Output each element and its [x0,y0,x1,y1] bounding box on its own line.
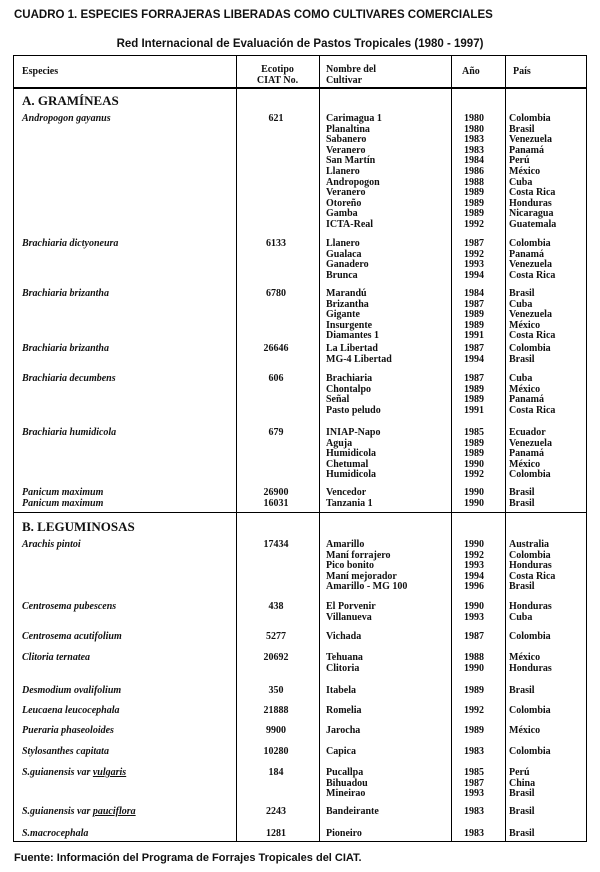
release-year: 1989 [464,394,484,406]
table-caption: CUADRO 1. ESPECIES FORRAJERAS LIBERADAS COMO CULTIVARES COMERCIALES [14,9,493,21]
country-list [509,686,535,697]
ecotype-number: 9900 [266,725,286,736]
country: Australia [509,539,549,550]
cultivar-name: Capica [326,746,356,757]
release-year: 1993 [464,788,484,800]
country: Ecuador [509,427,546,438]
release-year: 1983 [464,144,484,156]
cultivar-name: Romelia [326,705,362,716]
ecotype-number: 679 [268,427,284,438]
country: Cuba [509,176,533,188]
header-rule [14,87,586,89]
ecotype-number: 17434 [263,539,289,550]
cultivar-name-list [326,653,363,674]
ecotype-number: 16031 [263,498,289,509]
cultivar-name: Insurgente [326,319,373,331]
section-divider [14,512,586,513]
cultivar-name-list [326,499,373,510]
column-divider [236,56,237,841]
country-list [509,499,535,510]
cultivar-name: Andropogon [326,176,380,188]
ecotype-number: 184 [268,767,284,778]
release-year: 1992 [464,248,484,260]
release-year: 1987 [464,373,484,384]
country: Panamá [509,394,544,406]
header-ano: Año [462,66,480,77]
species-name: Brachiaria brizantha [22,288,109,299]
cultivar-name: Brizantha [326,298,369,310]
country: Brasil [509,806,535,817]
cultivar-name-list [326,428,380,481]
release-year: 1987 [464,777,484,789]
release-year: 1987 [464,631,484,642]
country-list [509,829,535,840]
cultivar-name: Bihuadou [326,777,368,789]
species-name: Leucaena leucocephala [22,705,120,716]
country: Costa Rica [509,570,556,582]
country: México [509,652,541,663]
release-year: 1984 [464,155,484,167]
species-table [13,55,587,842]
cultivar-name: MG-4 Libertad [326,353,392,365]
release-year: 1989 [464,725,484,736]
cultivar-name: Chontalpo [326,383,372,395]
species-name: Centrosema acutifolium [22,631,122,642]
country-list [509,632,551,643]
release-year: 1988 [464,176,484,188]
country: México [509,383,541,395]
release-year-list [444,499,504,510]
release-year: 1987 [464,298,484,310]
cultivar-name: Amarillo [326,539,365,550]
release-year: 1989 [464,309,484,321]
cultivar-name-list [326,239,369,281]
cultivar-name: Vencedor [326,487,367,498]
cultivar-name: Carimagua 1 [326,113,382,124]
cultivar-name: Gualaca [326,248,362,260]
species-name: Andropogon gayanus [22,113,111,124]
ecotype-number: 606 [268,373,284,384]
country-list [509,289,555,342]
release-year: 1987 [464,343,484,354]
country: Cuba [509,298,533,310]
section-gramineas: A. GRAMÍNEAS [22,93,119,108]
release-year-list [444,632,504,643]
release-year-list [444,488,504,499]
species-name: Desmodium ovalifolium [22,685,122,696]
country-list [509,653,552,674]
release-year: 1991 [464,404,484,416]
country: Brasil [509,288,535,299]
release-year: 1994 [464,570,484,582]
ecotype-number: 26900 [263,487,289,498]
cultivar-name: ICTA-Real [326,218,374,230]
release-year-list [444,829,504,840]
ecotype-number: 2243 [266,806,286,817]
cultivar-name-list [326,768,368,800]
cultivar-name: San Martín [326,155,376,167]
release-year: 1989 [464,319,484,331]
country-list [509,114,556,231]
country: Guatemala [509,218,557,230]
release-year-list [444,602,504,623]
release-year-list [444,289,504,342]
ecotype-number: 10280 [263,746,289,757]
country: Costa Rica [509,187,556,199]
column-divider [505,56,506,841]
country: Cuba [509,373,533,384]
cultivar-name: El Porvenir [326,601,376,612]
country-list [509,239,555,281]
ecotype-number: 6133 [266,238,286,249]
cultivar-name: Jarocha [326,725,361,736]
country-list [509,602,552,623]
country: Colombia [509,238,551,249]
species-name: Panicum maximum [22,487,104,498]
release-year: 1989 [464,208,484,220]
country-list [509,726,540,737]
cultivar-name-list [326,686,356,697]
release-year: 1983 [464,746,484,757]
country-list [509,540,555,593]
cultivar-name: Sabanero [326,134,367,146]
release-year-list [444,686,504,697]
variety-name: vulgaris [92,767,127,778]
source-footnote: Fuente: Información del Programa de Forrajes Tropicales del CIAT. [14,852,362,864]
release-year-list [444,653,504,674]
ecotype-number: 621 [268,113,284,124]
release-year: 1988 [464,652,484,663]
release-year: 1992 [464,218,484,230]
ecotype-number: 5277 [266,631,286,642]
cultivar-name-list [326,540,407,593]
release-year: 1996 [464,581,484,593]
release-year-list [444,428,504,481]
ecotype-number: 350 [268,685,284,696]
cultivar-name: Veranero [326,144,366,156]
country: Venezuela [509,437,552,449]
country: México [509,165,541,177]
cultivar-name: Llanero [326,165,360,177]
cultivar-name-list [326,632,361,643]
ecotype-number: 21888 [263,705,289,716]
release-year: 1990 [464,498,484,509]
country-list [509,374,555,416]
cultivar-name: Maní forrajero [326,549,391,561]
release-year: 1983 [464,134,484,146]
species-name: Brachiaria dictyoneura [22,238,119,249]
country: Panamá [509,144,544,156]
cultivar-name: Brachiaria [326,373,373,384]
cultivar-name-list [326,829,362,840]
cultivar-name: Vichada [326,631,362,642]
country: Colombia [509,705,551,716]
cultivar-name: Ganadero [326,259,369,271]
release-year: 1994 [464,269,484,281]
release-year: 1991 [464,330,484,342]
country: Venezuela [509,134,552,146]
ecotype-number: 20692 [263,652,289,663]
country: Colombia [509,631,551,642]
country: China [509,777,536,789]
header-pais: País [513,66,531,77]
release-year: 1989 [464,448,484,460]
cultivar-name: Veranero [326,187,366,199]
species-name: Arachis pintoi [22,539,81,550]
cultivar-name-list [326,344,392,365]
country-list [509,488,535,499]
release-year-list [444,726,504,737]
species-name: Panicum maximum [22,498,104,509]
country: Brasil [509,828,535,839]
release-year-list [444,344,504,365]
country: Costa Rica [509,269,556,281]
country: Honduras [509,560,552,572]
release-year: 1993 [464,611,484,623]
cultivar-name-list [326,726,360,737]
country: Honduras [509,197,552,209]
release-year: 1993 [464,560,484,572]
species-name: S.guianensis var pauciflora [22,806,136,817]
release-year: 1984 [464,288,484,299]
species-name: Centrosema pubescens [22,601,117,612]
cultivar-name-list [326,807,379,818]
ecotype-number: 6780 [266,288,286,299]
release-year: 1983 [464,828,484,839]
species-name: Pueraria phaseoloides [22,725,114,736]
cultivar-name-list [326,602,376,623]
cultivar-name: INIAP-Napo [326,427,381,438]
cultivar-name: Humidicola [326,469,377,481]
cultivar-name: Itabela [326,685,356,696]
country: Colombia [509,343,551,354]
country: Colombia [509,113,551,124]
cultivar-name-list [326,488,366,499]
header-cultivar: Nombre del Cultivar [326,64,377,86]
header-ecotipo: Ecotipo CIAT No. [256,64,299,86]
release-year: 1992 [464,549,484,561]
species-name: S.macrocephala [22,828,89,839]
country: Brasil [509,123,535,135]
release-year: 1992 [464,705,484,716]
country-list [509,747,551,758]
cultivar-name: Bandeirante [326,806,379,817]
cultivar-name: Señal [326,394,350,406]
country: Brasil [509,788,535,800]
release-year: 1990 [464,662,484,674]
cultivar-name-list [326,374,381,416]
release-year: 1990 [464,539,484,550]
country: Cuba [509,611,533,623]
release-year: 1990 [464,458,484,470]
release-year: 1989 [464,197,484,209]
cultivar-name: Aguja [326,437,353,449]
country: Costa Rica [509,404,556,416]
species-name: Brachiaria humidicola [22,427,117,438]
country: Panamá [509,248,544,260]
cultivar-name-list [326,114,382,231]
cultivar-name: Chetumal [326,458,369,470]
release-year: 1990 [464,601,484,612]
country: Nicaragua [509,208,554,220]
release-year: 1986 [464,165,484,177]
cultivar-name: Villanueva [326,611,372,623]
country: México [509,458,541,470]
country: Venezuela [509,309,552,321]
cultivar-name: Pasto peludo [326,404,381,416]
section-leguminosas: B. LEGUMINOSAS [22,519,135,534]
header-especies: Especies [22,66,59,77]
release-year: 1989 [464,383,484,395]
country-list [509,428,552,481]
country: Panamá [509,448,544,460]
cultivar-name: Gigante [326,309,360,321]
species-name: Clitoria ternatea [22,652,91,663]
cultivar-name: Marandú [326,288,367,299]
ecotype-number: 26646 [263,343,289,354]
release-year: 1989 [464,187,484,199]
release-year: 1994 [464,353,484,365]
table-subtitle: Red Internacional de Evaluación de Pastos Tropicales (1980 - 1997) [116,38,484,50]
release-year: 1987 [464,238,484,249]
cultivar-name: Tanzania 1 [326,498,373,509]
country-list [509,807,535,818]
country: Brasil [509,498,535,509]
country: Honduras [509,662,552,674]
cultivar-name-list [326,747,356,758]
country: México [509,725,541,736]
species-name: Stylosanthes capitata [22,746,109,757]
release-year-list [444,114,504,231]
country: Perú [509,767,530,778]
country-list [509,706,551,717]
release-year: 1993 [464,259,484,271]
cultivar-name: Clitoria [326,662,360,674]
release-year-list [444,768,504,800]
country: Brasil [509,581,535,593]
country: Perú [509,155,530,167]
release-year: 1992 [464,469,484,481]
species-name: S.guianensis var vulgaris [22,767,127,778]
country: Brasil [509,353,535,365]
country: Colombia [509,549,551,561]
cultivar-name: Tehuana [326,652,363,663]
country-list [509,344,551,365]
release-year-list [444,807,504,818]
release-year-list [444,239,504,281]
country: Brasil [509,685,535,696]
variety-name: pauciflora [92,806,136,817]
release-year: 1983 [464,806,484,817]
cultivar-name-list [326,706,362,717]
cultivar-name: Pucallpa [326,767,364,778]
country: Brasil [509,487,535,498]
cultivar-name: Brunca [326,269,358,281]
cultivar-name: Llanero [326,238,360,249]
release-year: 1980 [464,113,484,124]
cultivar-name: Diamantes 1 [326,330,380,342]
release-year: 1989 [464,685,484,696]
cultivar-name: Pico bonito [326,560,375,572]
release-year-list [444,374,504,416]
species-name: Brachiaria brizantha [22,343,109,354]
country: Honduras [509,601,552,612]
cultivar-name: Maní mejorador [326,570,397,582]
release-year: 1989 [464,437,484,449]
release-year: 1985 [464,767,484,778]
country: México [509,319,541,331]
cultivar-name-list [326,289,379,342]
cultivar-name: Pioneiro [326,828,362,839]
ecotype-number: 1281 [266,828,286,839]
ecotype-number: 438 [268,601,284,612]
cultivar-name: Gamba [326,208,358,220]
cultivar-name: Otoreño [326,197,362,209]
cultivar-name: Amarillo - MG 100 [326,581,408,593]
release-year-list [444,540,504,593]
release-year: 1985 [464,427,484,438]
release-year-list [444,706,504,717]
cultivar-name: Humidicola [326,448,377,460]
release-year-list [444,747,504,758]
release-year: 1980 [464,123,484,135]
country: Colombia [509,469,551,481]
cultivar-name: Mineirao [326,788,366,800]
country: Colombia [509,746,551,757]
release-year: 1990 [464,487,484,498]
country-list [509,768,535,800]
country: Venezuela [509,259,552,271]
cultivar-name: Planaltina [326,123,370,135]
cultivar-name: La Libertad [326,343,378,354]
column-divider [319,56,320,841]
country: Costa Rica [509,330,556,342]
species-name: Brachiaria decumbens [22,373,116,384]
